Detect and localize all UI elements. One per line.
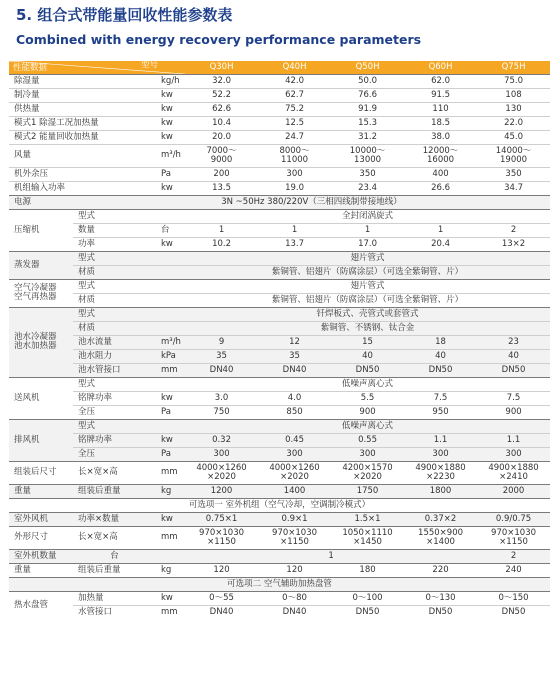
cell: 900 (505, 406, 522, 417)
row-unit: kw (161, 103, 173, 114)
row-unit: mm (161, 467, 178, 478)
row-label: 数量 (78, 224, 96, 235)
cell: 23 (477, 335, 550, 349)
page-title-cn: 5. 组合式带能量回收性能参数表 (16, 6, 233, 24)
cell: 350 (359, 168, 376, 179)
cell: 1750 (331, 484, 404, 498)
row-unit: m³/h (156, 335, 185, 349)
header-label-cell (9, 61, 185, 74)
spec-row (9, 377, 550, 391)
row-label: 组装后重量 (73, 484, 156, 498)
spec-row (9, 363, 550, 377)
spec-row (9, 195, 550, 209)
row-unit: 台 (73, 549, 156, 563)
group-label: 送风机 (14, 392, 40, 403)
cell: 0.45 (258, 433, 331, 447)
cell: 75.2 (285, 103, 304, 114)
row-unit: kw (161, 238, 173, 249)
cell: 35 (258, 349, 331, 363)
cell: 紫铜管、不锈钢、钛合金 (185, 321, 550, 335)
group-label: 组装后尺寸 (14, 467, 57, 478)
row-unit: kg/h (161, 75, 180, 86)
row-unit: mm (161, 606, 178, 617)
row-unit: kw (156, 433, 185, 447)
cell: 7000～ 9000 (206, 145, 237, 165)
cell: DN50 (331, 363, 404, 377)
row-label: 池水阻力 (73, 349, 156, 363)
row-label: 机外余压 (14, 168, 49, 179)
model-header: Q75H (477, 61, 550, 74)
cell: 4900×1880 ×2410 (488, 462, 539, 482)
spec-row (9, 116, 550, 130)
cell: 全封闭涡旋式 (342, 210, 394, 221)
cell: 130 (505, 103, 522, 114)
cell: 2000 (477, 484, 550, 498)
spec-row (9, 549, 550, 563)
row-label: 长×宽×高 (78, 467, 118, 478)
spec-row (9, 102, 550, 116)
cell: 91.5 (431, 89, 450, 100)
cell: 0～150 (498, 592, 529, 603)
row-unit: kPa (156, 349, 185, 363)
cell: DN50 (404, 363, 477, 377)
cell: 38.0 (431, 131, 450, 142)
cell: 4200×1570 ×2020 (342, 462, 393, 482)
spec-row (9, 526, 550, 549)
cell: 52.2 (212, 89, 231, 100)
cell: 45.0 (504, 131, 523, 142)
cell: 350 (505, 168, 522, 179)
cell: 4900×1880 ×2230 (415, 462, 466, 482)
cell: 62.6 (212, 103, 231, 114)
cell: 0.9/0.75 (477, 512, 550, 526)
spec-row (9, 293, 550, 307)
cell: 2 (477, 549, 550, 563)
row-label: 供热量 (14, 103, 40, 114)
row-unit: kw (161, 392, 173, 403)
row-label: 型式 (78, 210, 96, 221)
cell: 180 (359, 564, 376, 575)
row-unit: kw (161, 182, 173, 193)
cell: 7.5 (433, 392, 448, 403)
cell: 10.2 (212, 238, 231, 249)
row-label: 机组输入功率 (14, 182, 66, 193)
cell: 26.6 (431, 182, 450, 193)
cell: 12 (258, 335, 331, 349)
cell: 0.75×1 (185, 512, 258, 526)
cell: 紫铜管、铝翅片（防腐涂层）（可选全紫铜管、片） (185, 265, 550, 279)
group-label: 重量 (14, 564, 32, 575)
cell: 40 (477, 349, 550, 363)
cell: 低噪声离心式 (342, 378, 394, 389)
row-unit: Pa (161, 168, 171, 179)
cell: 0.55 (331, 433, 404, 447)
cell: DN50 (428, 606, 453, 617)
cell: 18 (404, 335, 477, 349)
cell: 76.6 (358, 89, 377, 100)
cell: 4.0 (287, 392, 302, 403)
cell: 400 (432, 168, 449, 179)
cell: 970×1030 ×1150 (491, 527, 537, 547)
page-title-en: Combined with energy recovery performance parameters (16, 32, 422, 47)
cell: 0～80 (282, 592, 307, 603)
row-unit: mm (161, 532, 178, 543)
cell: 1200 (185, 484, 258, 498)
group-label: 外形尺寸 (14, 532, 49, 543)
row-unit: kw (161, 131, 173, 142)
option-title: 可选项一 室外机组（空气冷却，空调制冷模式） (9, 498, 550, 512)
row-unit: mm (156, 363, 185, 377)
row-label: 风量 (14, 150, 32, 161)
group-label: 重量 (9, 484, 73, 498)
cell: 110 (432, 103, 449, 114)
spec-row (9, 251, 550, 265)
spec-row (9, 405, 550, 419)
row-label: 功率×数量 (73, 512, 156, 526)
spec-row (9, 307, 550, 321)
cell: 220 (432, 564, 449, 575)
spec-row (9, 144, 550, 167)
cell: 970×1030 ×1150 (272, 527, 318, 547)
group-label: 排风机 (9, 419, 73, 461)
spec-row (9, 605, 550, 619)
cell: 20.4 (431, 238, 450, 249)
cell: 3N ~50Hz 380/220V（三相四线制带接地线） (73, 195, 550, 209)
cell: DN50 (501, 606, 526, 617)
spec-row (9, 237, 550, 251)
row-unit: kg (156, 484, 185, 498)
option-row (9, 577, 550, 591)
row-label: 铭牌功率 (78, 392, 113, 403)
cell: 19.0 (285, 182, 304, 193)
cell: 240 (505, 564, 522, 575)
cell: 300 (404, 447, 477, 461)
row-label: 型式 (73, 307, 156, 321)
spec-row (9, 391, 550, 405)
header-label-right: 型号 (141, 61, 159, 70)
cell: 12.5 (285, 117, 304, 128)
spec-row (9, 321, 550, 335)
option-title: 可选项二 空气辅助加热盘管 (9, 577, 550, 591)
row-label: 型式 (73, 251, 156, 265)
row-label: 长×宽×高 (78, 532, 118, 543)
cell: 22.0 (504, 117, 523, 128)
spec-row (9, 563, 550, 577)
row-label: 除湿量 (14, 75, 40, 86)
cell: 0.37×2 (404, 512, 477, 526)
group-label: 室外机数量 (9, 549, 73, 563)
row-unit: kw (161, 117, 173, 128)
cell: 5.5 (360, 392, 375, 403)
spec-row (9, 88, 550, 102)
cell: 1 (218, 224, 225, 235)
cell: 翅片管式 (350, 280, 385, 291)
row-label: 水管接口 (78, 606, 113, 617)
cell: 1400 (258, 484, 331, 498)
spec-row (9, 223, 550, 237)
cell: 14000～ 19000 (495, 145, 532, 165)
row-unit: kw (161, 592, 173, 603)
cell: 0～130 (425, 592, 456, 603)
row-label: 材质 (73, 321, 156, 335)
model-header: Q40H (258, 61, 331, 74)
cell: 1.1 (404, 433, 477, 447)
row-unit: Pa (161, 406, 171, 417)
cell: 0.32 (185, 433, 258, 447)
cell: 0.9×1 (258, 512, 331, 526)
row-unit: kg (161, 564, 172, 575)
cell: 17.0 (358, 238, 377, 249)
spec-row (9, 167, 550, 181)
cell: 40 (404, 349, 477, 363)
row-unit: kw (161, 89, 173, 100)
cell: 32.0 (212, 75, 231, 86)
cell: 15 (331, 335, 404, 349)
spec-row (9, 461, 550, 484)
cell: 300 (331, 447, 404, 461)
cell: 950 (432, 406, 449, 417)
cell: 1050×1110 ×1450 (342, 527, 393, 547)
cell: 13.5 (212, 182, 231, 193)
cell: 1550×900 ×1400 (418, 527, 464, 547)
cell: 300 (185, 447, 258, 461)
row-label: 型式 (78, 280, 96, 291)
cell: DN40 (209, 606, 234, 617)
cell: 13.7 (285, 238, 304, 249)
spec-row (9, 484, 550, 498)
cell: 0～100 (352, 592, 383, 603)
cell: 翅片管式 (185, 251, 550, 265)
row-label: 池水流量 (73, 335, 156, 349)
row-label: 铭牌功率 (73, 433, 156, 447)
cell: 1 (291, 224, 298, 235)
header-label-left: 性能数据 (13, 63, 48, 73)
cell: 8000～ 11000 (279, 145, 310, 165)
cell: 18.5 (431, 117, 450, 128)
row-unit: 台 (161, 224, 170, 235)
model-header: Q30H (185, 61, 258, 74)
cell: 300 (286, 168, 303, 179)
spec-row (9, 265, 550, 279)
cell: 4000×1260 ×2020 (269, 462, 320, 482)
cell: 10.4 (212, 117, 231, 128)
spec-row (9, 209, 550, 223)
model-header: Q50H (331, 61, 404, 74)
cell: 91.9 (358, 103, 377, 114)
cell: 75.0 (504, 75, 523, 86)
cell: 970×1030 ×1150 (199, 527, 245, 547)
cell: 20.0 (212, 131, 231, 142)
cell: 24.7 (285, 131, 304, 142)
row-label: 模式1 除湿工况加热量 (14, 117, 99, 128)
cell: 7.5 (506, 392, 521, 403)
cell: 120 (286, 564, 303, 575)
cell: 900 (359, 406, 376, 417)
cell: 1 (364, 224, 371, 235)
cell: 15.3 (358, 117, 377, 128)
cell: 紫铜管、铝翅片（防腐涂层）（可选全紫铜管、片） (271, 294, 464, 305)
spec-row (9, 74, 550, 88)
cell: 850 (286, 406, 303, 417)
cell: 108 (505, 89, 522, 100)
group-label: 空气冷凝器 空气再热器 (14, 283, 57, 302)
row-label: 池水管接口 (73, 363, 156, 377)
row-label: 加热量 (78, 592, 104, 603)
group-label: 室外风机 (9, 512, 73, 526)
row-label: 全压 (78, 406, 96, 417)
cell: 34.7 (504, 182, 523, 193)
group-label: 压缩机 (14, 224, 40, 235)
cell: DN50 (477, 363, 550, 377)
row-unit: kw (156, 512, 185, 526)
spec-row (9, 512, 550, 526)
spec-row (9, 447, 550, 461)
cell: DN40 (258, 363, 331, 377)
cell: 13×2 (501, 238, 526, 249)
row-label: 型式 (73, 419, 156, 433)
cell: 2 (510, 224, 517, 235)
row-label: 功率 (78, 238, 96, 249)
cell: 750 (213, 406, 230, 417)
cell: 3.0 (214, 392, 229, 403)
cell: 0～55 (209, 592, 234, 603)
row-label: 模式2 能量回收加热量 (14, 131, 99, 142)
row-unit: Pa (156, 447, 185, 461)
cell: 9 (185, 335, 258, 349)
spec-row (9, 181, 550, 195)
cell: 35 (185, 349, 258, 363)
cell: 10000～ 13000 (349, 145, 386, 165)
cell: 23.4 (358, 182, 377, 193)
cell: 低噪声离心式 (185, 419, 550, 433)
spec-table (9, 61, 550, 619)
spec-row (9, 349, 550, 363)
cell: 12000～ 16000 (422, 145, 459, 165)
row-unit: m³/h (161, 150, 181, 161)
spec-row (9, 433, 550, 447)
option-row (9, 498, 550, 512)
row-label: 制冷量 (14, 89, 40, 100)
cell: DN40 (185, 363, 258, 377)
cell: 钎焊板式、壳管式或套管式 (185, 307, 550, 321)
cell: 1.5×1 (331, 512, 404, 526)
row-label: 材质 (78, 294, 96, 305)
group-label: 热水盘管 (14, 599, 49, 610)
cell: 1 (437, 224, 444, 235)
spec-row (9, 335, 550, 349)
row-label: 材质 (73, 265, 156, 279)
cell: 1.1 (477, 433, 550, 447)
cell: 50.0 (358, 75, 377, 86)
group-label: 池水冷凝器 池水加热器 (9, 307, 73, 377)
cell: DN50 (355, 606, 380, 617)
cell: 31.2 (358, 131, 377, 142)
cell: DN40 (282, 606, 307, 617)
cell: 300 (258, 447, 331, 461)
spec-row (9, 279, 550, 293)
model-header: Q60H (404, 61, 477, 74)
row-label: 全压 (73, 447, 156, 461)
row-label: 电源 (9, 195, 73, 209)
cell: 62.0 (431, 75, 450, 86)
cell: 200 (213, 168, 230, 179)
spec-row (9, 130, 550, 144)
header-row (9, 61, 550, 74)
cell: 40 (331, 349, 404, 363)
cell: 1800 (404, 484, 477, 498)
cell: 120 (213, 564, 230, 575)
cell: 42.0 (285, 75, 304, 86)
cell: 300 (477, 447, 550, 461)
row-label: 组装后重量 (78, 564, 121, 575)
cell: 1 (185, 549, 477, 563)
row-label: 型式 (78, 378, 96, 389)
cell: 4000×1260 ×2020 (196, 462, 247, 482)
spec-row (9, 591, 550, 605)
cell: 62.7 (285, 89, 304, 100)
group-label: 蒸发器 (9, 251, 73, 279)
spec-row (9, 419, 550, 433)
